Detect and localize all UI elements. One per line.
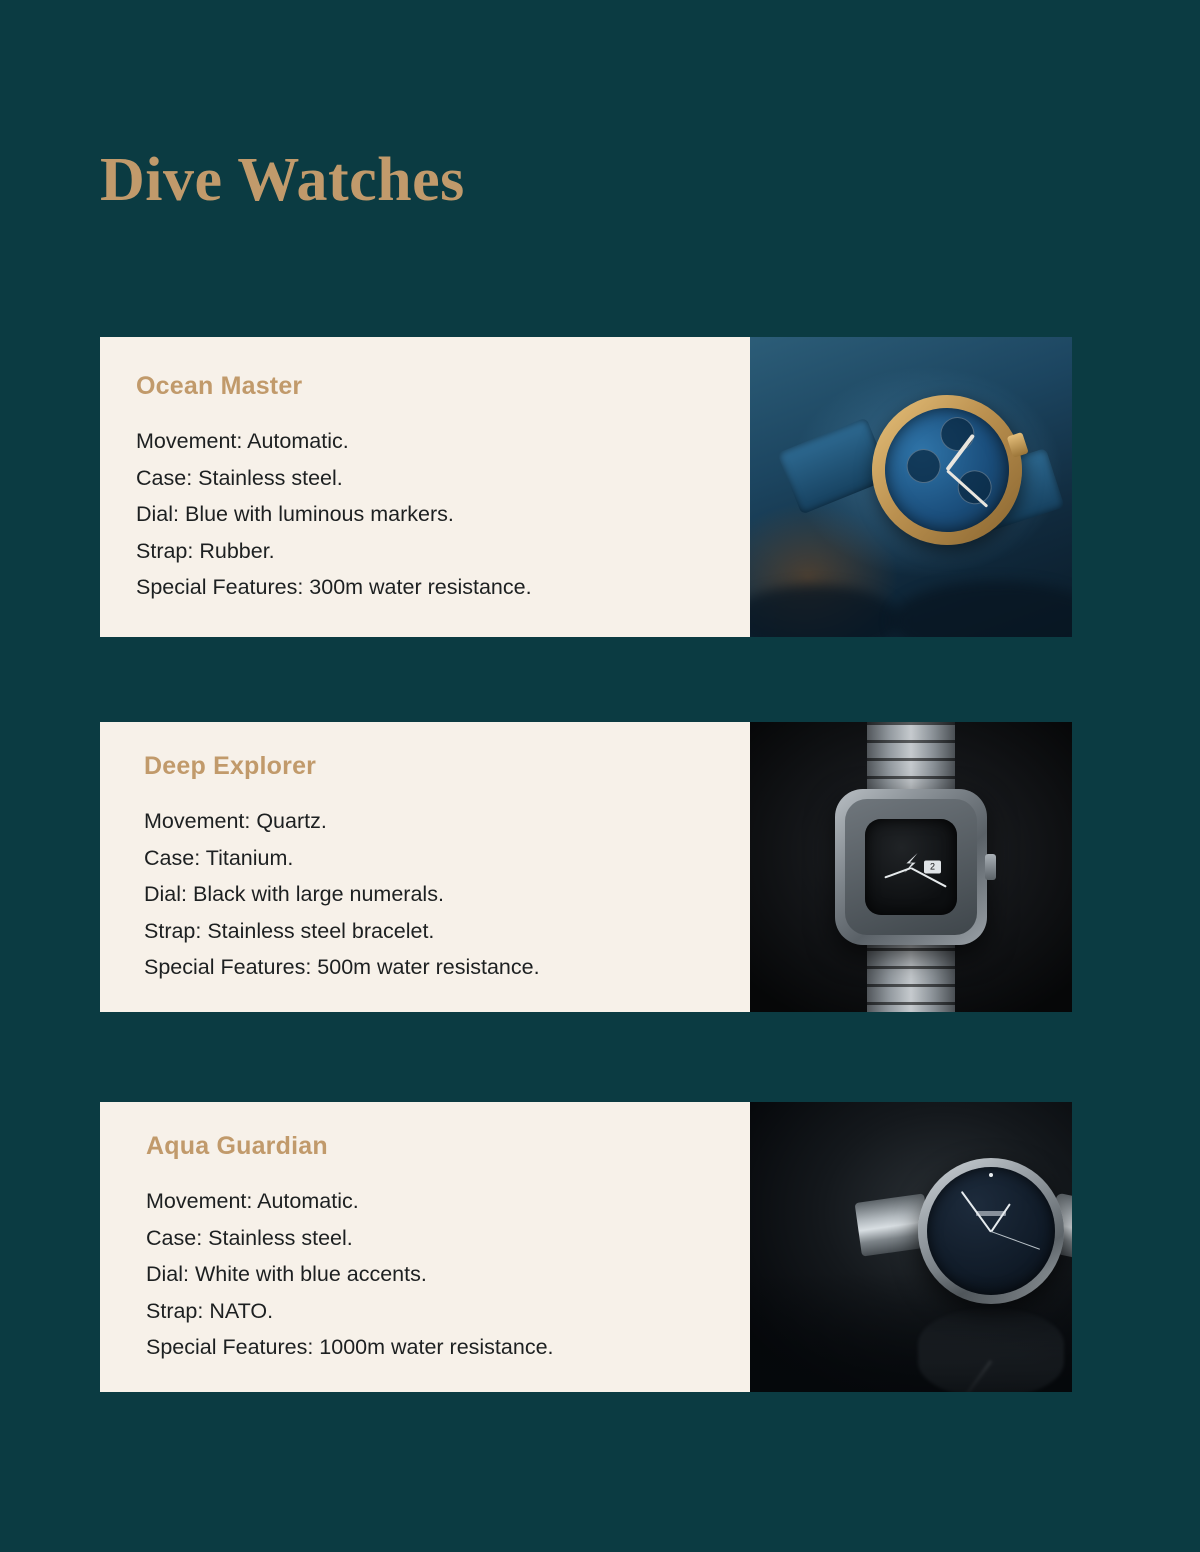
spec-special-features: Special Features: 300m water resistance. [136, 575, 532, 600]
card-gap [100, 637, 1072, 722]
watch-card [100, 337, 1072, 637]
spec-special-features: Special Features: 1000m water resistance. [146, 1335, 554, 1360]
spec-case: Case: Titanium. [144, 845, 294, 870]
watch-crown [985, 854, 996, 880]
watch-card [100, 1102, 1072, 1392]
spec-dial: Dial: White with blue accents. [146, 1262, 427, 1287]
watch-dial [865, 819, 957, 915]
watch-card-text [100, 722, 750, 1012]
spec-strap: Strap: Stainless steel bracelet. [144, 918, 435, 943]
rock-shape [892, 581, 1072, 637]
watch-card-list [100, 337, 1072, 1392]
hour-hand [990, 1203, 1011, 1232]
spec-strap: Strap: Rubber. [136, 538, 275, 563]
watch-name: Deep Explorer [144, 752, 317, 781]
hour-hand [884, 867, 911, 878]
spec-case: Case: Stainless steel. [136, 465, 343, 490]
date-window: 2 [924, 861, 941, 874]
card-gap [100, 1012, 1072, 1102]
spec-special-features: Special Features: 500m water resistance. [144, 955, 540, 980]
subdial [953, 466, 996, 509]
rock-shape [750, 585, 900, 637]
floor-shadow [750, 1272, 1072, 1392]
watch-photo-aqua-guardian [750, 1102, 1072, 1392]
page-title: Dive Watches [100, 145, 465, 214]
watch-spec-list [146, 1183, 720, 1366]
watch-card-text [100, 1102, 750, 1392]
watch-photo-deep-explorer [750, 722, 1072, 1012]
watch-card [100, 722, 1072, 1012]
hour-marker [989, 1173, 993, 1177]
subdial [902, 445, 945, 488]
watch-spec-list [136, 423, 720, 606]
watch-spec-list [144, 803, 720, 986]
watch-case [835, 789, 987, 945]
spec-movement: Movement: Automatic. [136, 429, 349, 454]
watch-card-text [100, 337, 750, 637]
watch-crown [1007, 432, 1029, 458]
watch-name: Aqua Guardian [146, 1132, 328, 1161]
second-hand [991, 1231, 1040, 1250]
spec-strap: Strap: NATO. [146, 1298, 274, 1323]
watch-name: Ocean Master [136, 372, 303, 401]
spec-movement: Movement: Quartz. [144, 809, 327, 834]
spec-dial: Dial: Black with large numerals. [144, 882, 444, 907]
spec-movement: Movement: Automatic. [146, 1189, 359, 1214]
watch-photo-ocean-master [750, 337, 1072, 637]
spec-case: Case: Stainless steel. [146, 1225, 353, 1250]
spec-dial: Dial: Blue with luminous markers. [136, 502, 454, 527]
watch-bezel [845, 799, 977, 935]
watch-case [852, 375, 1041, 564]
